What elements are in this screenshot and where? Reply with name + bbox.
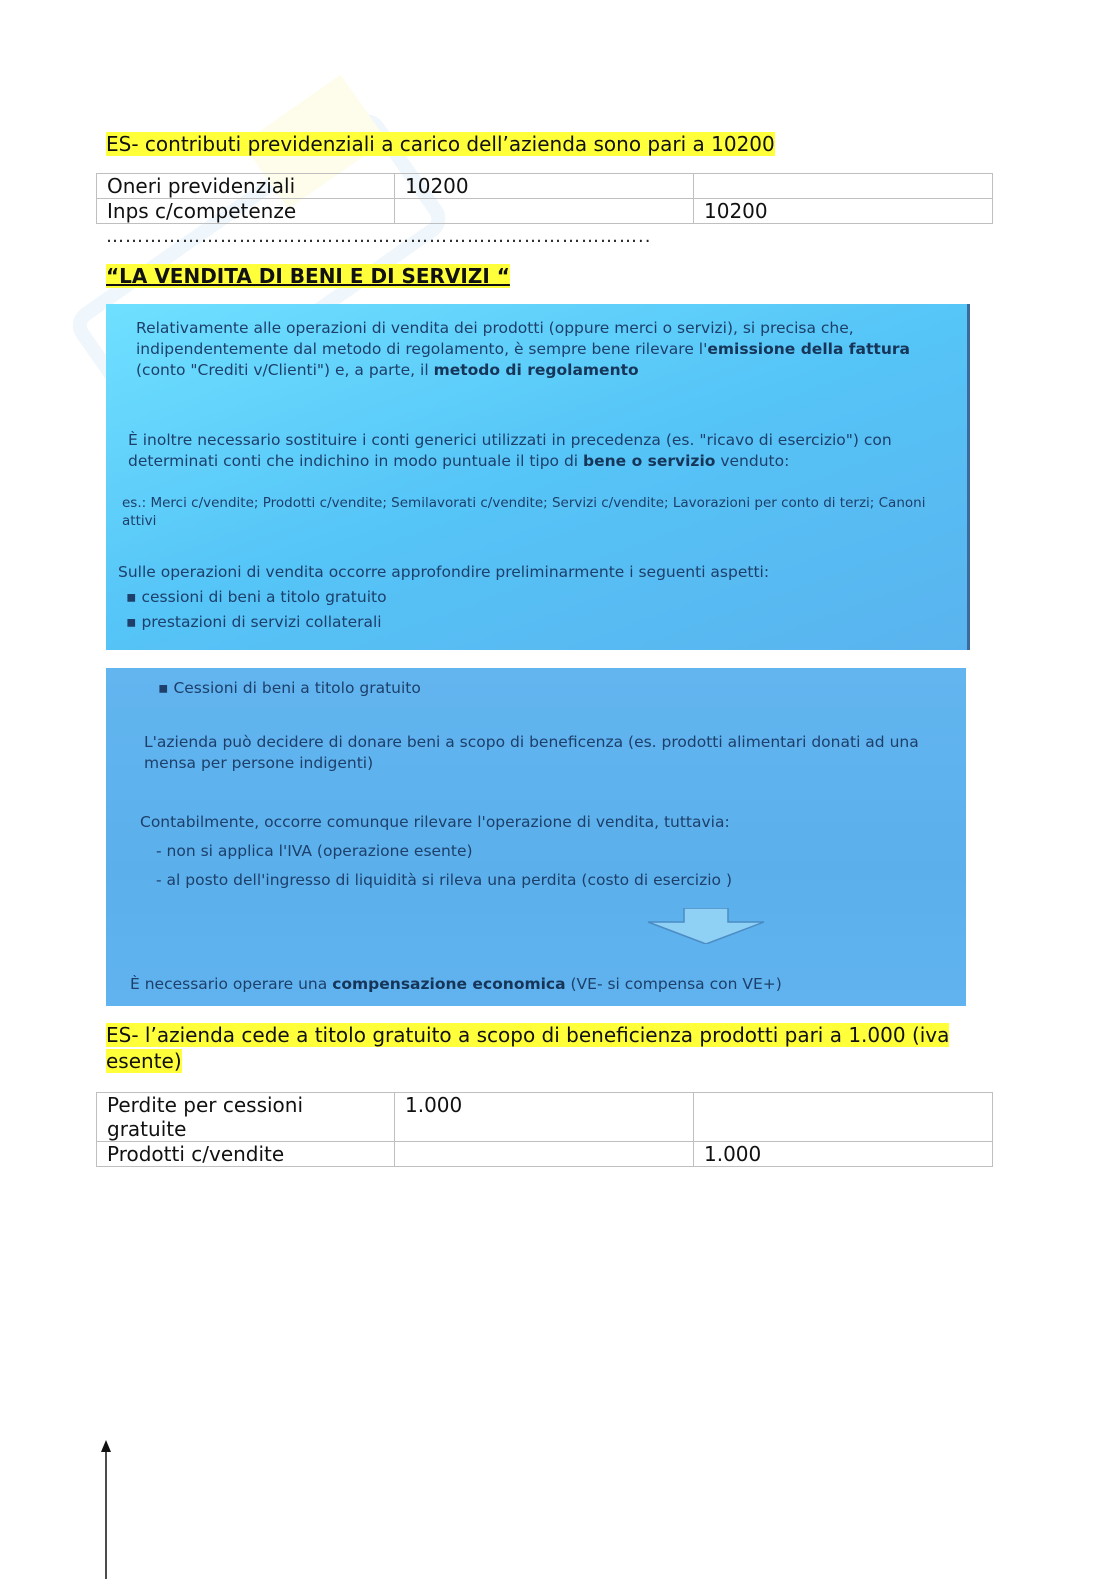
ledger-table-1 xyxy=(96,173,993,224)
account-cell: Inps c/competenze xyxy=(97,199,395,224)
arrow-up-icon xyxy=(98,1440,114,1579)
debit-cell: 10200 xyxy=(395,174,694,199)
section-title: “LA VENDITA DI BENI E DI SERVIZI “ xyxy=(106,264,510,288)
slide1-bullet: ▪ cessioni di beni a titolo gratuito xyxy=(126,588,387,606)
example1-statement: ES- contributi previdenziali a carico dell’azienda sono pari a 10200 xyxy=(106,132,775,156)
slide2-bullet: - non si applica l'IVA (operazione esente) xyxy=(156,842,473,860)
dotted-separator: ………………………………………………………………………….. xyxy=(106,226,652,247)
ledger-table-2 xyxy=(96,1092,993,1167)
slide2-conclusion: È necessario operare una compensazione economica (VE- si compensa con VE+) xyxy=(130,975,782,993)
table-row xyxy=(97,199,993,224)
slide2-title: ▪ Cessioni di beni a titolo gratuito xyxy=(158,679,421,697)
debit-cell xyxy=(395,1142,694,1167)
example2-statement: ES- l’azienda cede a titolo gratuito a scopo di beneficienza prodotti pari a 1.000 (iva esente) xyxy=(106,1023,950,1073)
credit-cell xyxy=(694,1093,993,1142)
slide2-bullet: - al posto dell'ingresso di liquidità si rileva una perdita (costo di esercizio ) xyxy=(156,871,733,889)
credit-cell xyxy=(694,174,993,199)
debit-cell xyxy=(395,199,694,224)
credit-cell: 1.000 xyxy=(694,1142,993,1167)
slide1-paragraph-1: Relativamente alle operazioni di vendita dei prodotti (oppure merci o servizi), si precisa che, indipendentemente dal metodo di regolamento, è sempre bene rilevare l'emissione della fattura (conto "Crediti v/Clienti") e, a parte, il metodo di regolamento xyxy=(136,319,910,379)
slide1-examples: es.: Merci c/vendite; Prodotti c/vendite; Semilavorati c/vendite; Servizi c/vendite; Lavorazioni per conto di terzi; Canoni attivi xyxy=(122,495,926,529)
slide2-paragraph-2: Contabilmente, occorre comunque rilevare l'operazione di vendita, tuttavia: xyxy=(140,813,730,831)
account-cell: Prodotti c/vendite xyxy=(97,1142,395,1167)
slide-image-sales xyxy=(106,304,970,650)
slide-image-free-transfer xyxy=(106,668,966,1006)
table-row xyxy=(97,1093,993,1142)
credit-cell: 10200 xyxy=(694,199,993,224)
down-arrow-icon xyxy=(646,908,766,944)
account-cell: Perdite per cessioni gratuite xyxy=(97,1093,395,1142)
slide2-paragraph-1: L'azienda può decidere di donare beni a scopo di beneficenza (es. prodotti alimentari donati ad una mensa per persone indigenti) xyxy=(144,733,919,772)
account-cell: Oneri previdenziali xyxy=(97,174,395,199)
slide1-paragraph-aspects: Sulle operazioni di vendita occorre approfondire preliminarmente i seguenti aspetti: xyxy=(118,563,770,581)
debit-cell: 1.000 xyxy=(395,1093,694,1142)
slide1-bullet: ▪ prestazioni di servizi collaterali xyxy=(126,613,382,631)
table-row xyxy=(97,174,993,199)
slide1-paragraph-2: È inoltre necessario sostituire i conti generici utilizzati in precedenza (es. "ricavo di esercizio") con determinati conti che indichino in modo puntuale il tipo di bene o servizio venduto: xyxy=(128,431,892,470)
table-row xyxy=(97,1142,993,1167)
